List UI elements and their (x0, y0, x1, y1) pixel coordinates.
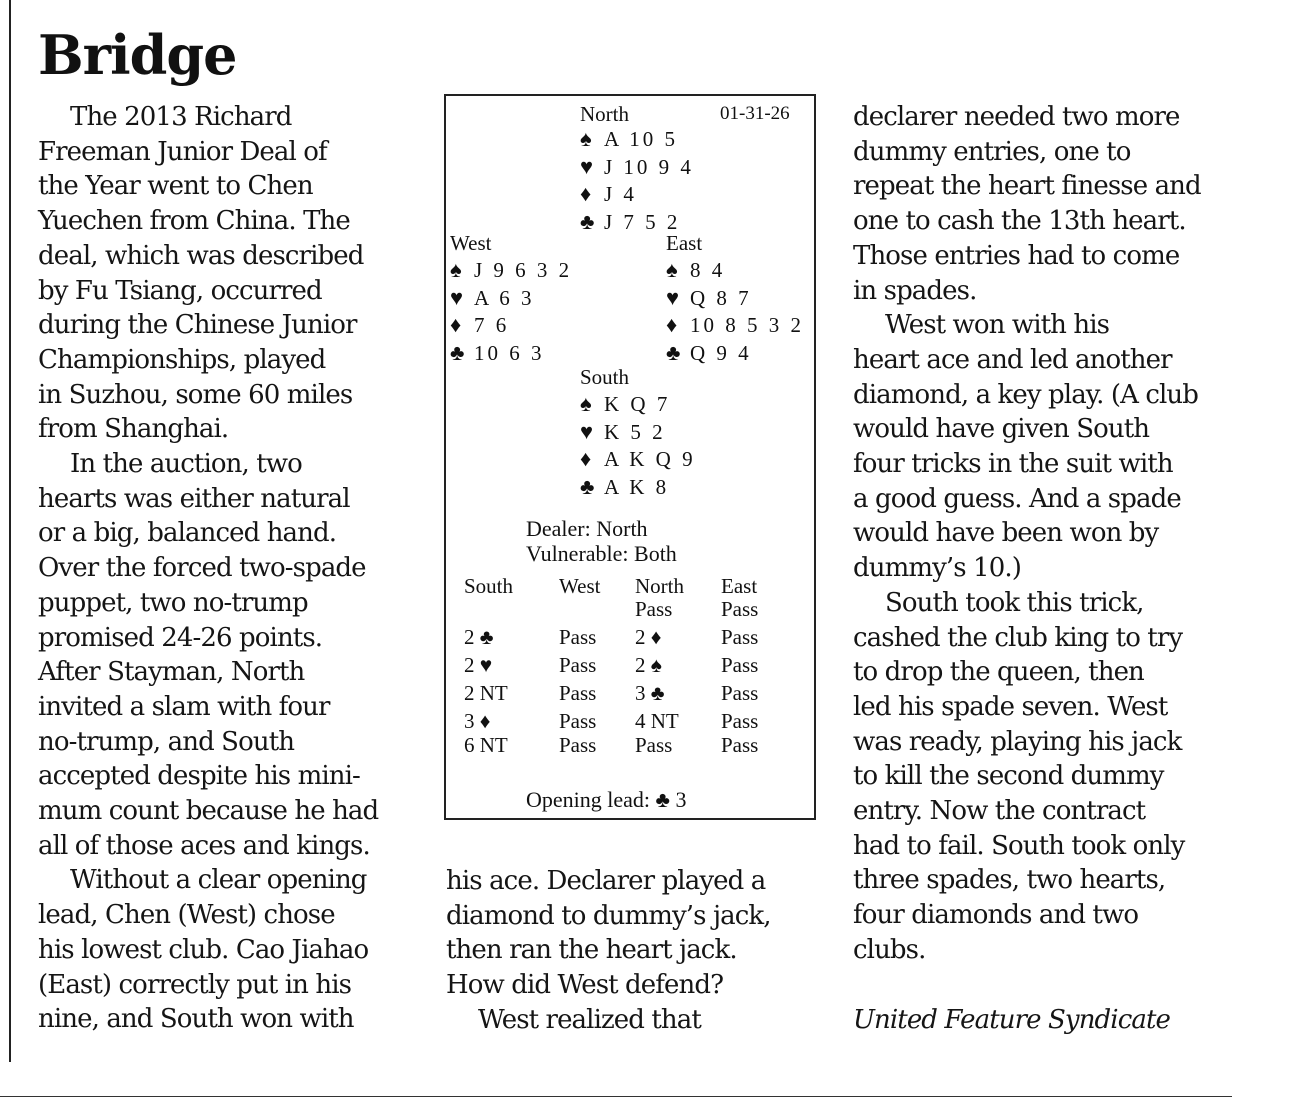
text-line: clubs. (853, 934, 926, 965)
text-line: diamond, a key play. (A club (853, 379, 1199, 410)
dealer-text: Dealer: North (526, 516, 648, 541)
text-line: (East) correctly put in his (38, 969, 352, 1000)
text-line: heart ace and led another (853, 344, 1172, 375)
auction-bid: 2 ♣ (464, 625, 494, 649)
auction-bid: Pass (721, 733, 759, 757)
text-line: mum count because he had (38, 796, 379, 827)
text-line: during the Chinese Junior (38, 310, 357, 341)
text-line: How did West defend? (446, 970, 724, 1001)
heart-suit-icon: ♥ (580, 418, 594, 444)
spade-suit-icon: ♠ (666, 257, 678, 282)
text-line: from Shanghai. (38, 414, 229, 445)
spade-suit-icon: ♠ (580, 126, 592, 151)
text-line: West won with his (885, 310, 1110, 341)
card-ranks: J 10 9 4 (604, 154, 694, 179)
south-hearts-holding (580, 419, 666, 445)
auction-bid: 3 ♣ (635, 681, 665, 705)
text-line: diamond to dummy’s jack, (446, 900, 771, 931)
text-line: all of those aces and kings. (38, 830, 370, 861)
article-column-1 (38, 100, 378, 1037)
text-line: Freeman Junior Deal of (38, 136, 327, 167)
text-line: lead, Chen (West) chose (38, 900, 335, 931)
text-line: three spades, two hearts, (853, 865, 1166, 896)
text-line: Without a clear opening (70, 865, 367, 896)
east-label: East (666, 231, 703, 255)
text-line: the Year went to Chen (38, 171, 313, 202)
text-line: dummy’s 10.) (853, 553, 1021, 584)
card-ranks: 10 6 3 (474, 340, 545, 365)
east-spades-holding (666, 257, 725, 283)
west-diamonds-holding (450, 312, 509, 338)
auction-bid: Pass (559, 709, 597, 733)
card-ranks: Q 8 7 (690, 285, 752, 310)
text-line: invited a slam with four (38, 691, 330, 722)
text-line: After Stayman, North (38, 657, 305, 688)
south-label: South (580, 365, 630, 389)
south-diamonds-holding (580, 446, 696, 472)
text-line: would have given South (853, 414, 1150, 445)
card-ranks: J 7 5 2 (604, 209, 681, 234)
auction-bid: 3 ♦ (464, 709, 491, 733)
auction-bid: Pass (559, 625, 597, 649)
text-line: deal, which was described (38, 240, 364, 271)
text-line: repeat the heart finesse and (853, 171, 1201, 202)
auction-header-south: South (464, 574, 514, 598)
text-line: a good guess. And a spade (853, 483, 1181, 514)
card-ranks: 10 8 5 3 2 (690, 313, 804, 338)
auction-bid: Pass (721, 597, 759, 621)
text-line: dummy entries, one to (853, 136, 1131, 167)
card-ranks: 8 4 (690, 258, 726, 282)
text-line: In the auction, two (70, 449, 302, 480)
club-suit-icon: ♣ (580, 208, 595, 234)
article-column-2 (446, 864, 771, 1038)
auction-bid: 2 ♥ (464, 653, 493, 677)
text-line: promised 24-26 points. (38, 622, 323, 653)
club-suit-icon: ♣ (580, 473, 595, 499)
date-label: 01-31-26 (720, 103, 790, 124)
auction-bid: 2 ♦ (635, 625, 662, 649)
auction-bid: Pass (721, 709, 759, 733)
text-line: accepted despite his mini- (38, 761, 360, 792)
auction-bid: Pass (635, 733, 673, 757)
text-line: Over the forced two-spade (38, 553, 366, 584)
text-line: entry. Now the contract (853, 796, 1146, 827)
text-line: four diamonds and two (853, 900, 1139, 931)
card-ranks: A K Q 9 (604, 447, 696, 472)
west-clubs-holding (450, 340, 545, 366)
text-line: South took this trick, (885, 587, 1144, 618)
spade-suit-icon: ♠ (450, 257, 462, 282)
auction-bid: Pass (559, 653, 597, 677)
card-ranks: A 6 3 (474, 285, 535, 310)
opening-lead-text: Opening lead: ♣ 3 (526, 787, 687, 812)
text-line: cashed the club king to try (853, 622, 1183, 653)
auction-bid: 6 NT (464, 733, 508, 757)
text-line: nine, and South won with (38, 1004, 354, 1035)
auction-bid: Pass (721, 681, 759, 705)
west-label: West (450, 231, 492, 255)
text-line: one to cash the 13th heart. (853, 206, 1186, 237)
card-ranks: J 9 6 3 2 (474, 258, 573, 282)
card-ranks: Q 9 4 (690, 340, 752, 365)
east-diamonds-holding (666, 312, 804, 338)
heart-suit-icon: ♥ (450, 284, 464, 310)
text-line: then ran the heart jack. (446, 935, 737, 966)
club-suit-icon: ♣ (450, 339, 465, 365)
south-clubs-holding (580, 474, 669, 500)
diamond-suit-icon: ♦ (580, 446, 592, 472)
card-ranks: A 10 5 (604, 127, 679, 151)
card-ranks: A K 8 (604, 474, 670, 499)
text-line: The 2013 Richard (70, 102, 292, 132)
heart-suit-icon: ♥ (666, 284, 680, 310)
card-ranks: 7 6 (474, 313, 510, 338)
text-line: to kill the second dummy (853, 761, 1164, 792)
text-line: to drop the queen, then (853, 657, 1144, 688)
text-line: would have been won by (853, 518, 1159, 549)
diamond-suit-icon: ♦ (580, 181, 592, 207)
article-column-3 (853, 100, 1201, 1037)
bridge-diagram (444, 94, 816, 820)
north-spades-holding (580, 126, 678, 152)
heart-suit-icon: ♥ (580, 153, 594, 179)
card-ranks: J 4 (604, 182, 637, 207)
text-line: led his spade seven. West (853, 691, 1168, 722)
spade-suit-icon: ♠ (580, 391, 592, 416)
text-line: Those entries had to come (853, 240, 1180, 271)
north-hearts-holding (580, 154, 694, 180)
auction-bid: Pass (721, 653, 759, 677)
auction-bid: Pass (635, 597, 673, 621)
card-ranks: K 5 2 (604, 419, 666, 444)
page-title: Bridge (38, 23, 237, 87)
credit-line: United Feature Syndicate (853, 1004, 1170, 1035)
west-hearts-holding (450, 285, 535, 311)
auction-bid: 2 NT (464, 681, 508, 705)
east-clubs-holding (666, 340, 752, 366)
left-column-rule (9, 0, 11, 1062)
text-line: puppet, two no-trump (38, 587, 308, 618)
vulnerable-text: Vulnerable: Both (526, 541, 677, 566)
text-line: Championships, played (38, 344, 326, 375)
text-line: hearts was either natural (38, 483, 350, 514)
text-line: was ready, playing his jack (853, 726, 1182, 757)
text-line: Yuechen from China. The (38, 206, 350, 237)
east-hearts-holding (666, 285, 752, 311)
auction-header-west: West (559, 574, 601, 598)
auction-header-east: East (721, 574, 758, 598)
card-ranks: K Q 7 (604, 392, 671, 416)
text-line: by Fu Tsiang, occurred (38, 275, 322, 306)
auction-bid: Pass (559, 681, 597, 705)
text-line: or a big, balanced hand. (38, 518, 337, 549)
text-line: no-trump, and South (38, 726, 295, 757)
auction-bid: 2 ♠ (635, 653, 662, 677)
diamond-suit-icon: ♦ (666, 312, 678, 338)
text-line: in Suzhou, some 60 miles (38, 379, 353, 410)
auction-header-north: North (635, 574, 684, 598)
club-suit-icon: ♣ (666, 339, 681, 365)
auction-bid: Pass (721, 625, 759, 649)
text-line: declarer needed two more (853, 102, 1180, 132)
auction-bid: Pass (559, 733, 597, 757)
diamond-suit-icon: ♦ (450, 312, 462, 338)
north-diamonds-holding (580, 181, 637, 207)
south-spades-holding (580, 391, 670, 417)
west-spades-holding (450, 257, 572, 283)
auction-bid: 4 NT (635, 709, 679, 733)
text-line: had to fail. South took only (853, 830, 1185, 861)
text-line: his lowest club. Cao Jiahao (38, 934, 369, 965)
bottom-rule (0, 1096, 1232, 1097)
north-label: North (580, 102, 629, 126)
text-line: four tricks in the suit with (853, 449, 1173, 480)
text-line: West realized that (478, 1004, 701, 1035)
text-line: in spades. (853, 275, 977, 306)
text-line: his ace. Declarer played a (446, 866, 766, 896)
